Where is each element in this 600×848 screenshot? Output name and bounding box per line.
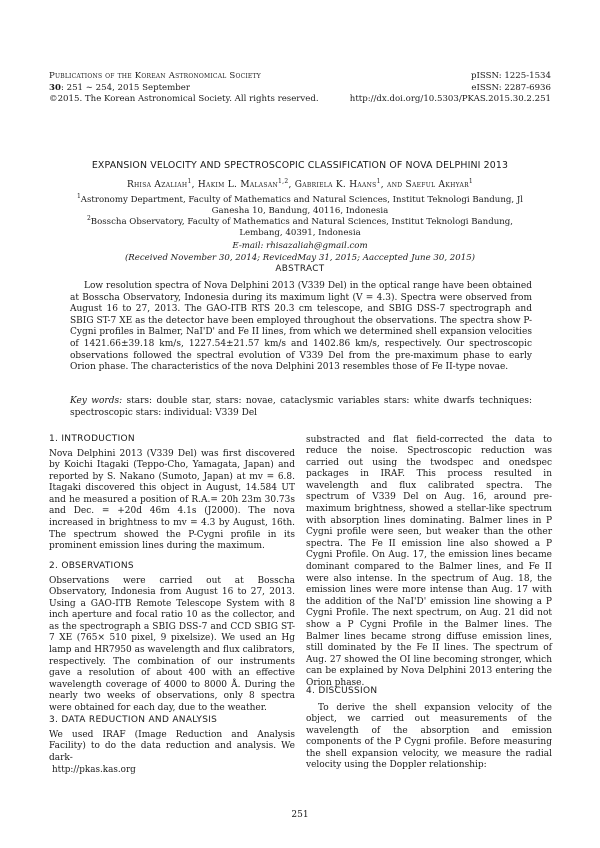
affiliation-1 [66,195,534,218]
author-name: Saeful Akhyar [405,180,469,190]
author-list [0,180,600,190]
author-affil-sup: 1,2 [278,178,289,185]
section-heading-introduction: 1. INTRODUCTION [49,434,135,444]
corresponding-email: E-mail: rhisazaliah@gmail.com [232,241,368,251]
doi-link[interactable]: http://dx.doi.org/10.5303/PKAS.2015.30.2.251 [349,94,551,104]
author-affil-sup: 1 [468,178,474,185]
eissn: eISSN: 2287-6936 [471,82,551,93]
section-heading-discussion: 4. DISCUSSION [306,686,378,696]
keywords-label: Key words: [70,396,123,406]
abstract-text: Low resolution spectra of Nova Delphini 2013 (V339 Del) in the optical range have been obtained at Bosscha Observatory, Indonesia during its maximum light (V = 4.3). Spectra were observed from August 16 to 27, 2013. The GAO-ITB RTS 20.3 cm telescope, and SBIG DSS-7 spectrograph and SBIG ST-7 XE as the detector have been employed throughout the observations. The spectra show P-Cygni profiles in Balmer, NaI'D' and Fe II lines, from which we determined shell expansion velocities of 1421.66±39.18 km/s, 1227.54±21.57 km/s and 1402.86 km/s, respectively. Our spectroscopic observations followed the spectral evolution of V339 Del from the pre-maximum phase to early Orion phase. The characteristics of the nova Delphini 2013 resembles those of Fe II-type novae. [70,281,532,373]
author-name: Rhisa Azaliah [126,180,188,190]
footer-url[interactable]: http://pkas.kas.org [52,765,136,775]
section-heading-observations: 2. OBSERVATIONS [49,561,134,571]
affiliation-2 [66,217,534,240]
received-dates: (Received November 30, 2014; RevicedMay 31, 2015; Aaccepted June 30, 2015) [124,252,476,263]
right-column-text: substracted and flat field-corrected the data to reduce the noise. Spectroscopic reduction was carried out using the twodspec and onedspec packages in IRAF. This process resulted in wavelength and flux calibrated spectra. The spectrum of V339 Del on Aug. 16, around pre-maximum brightness, showed a stellar-like spectrum with absorption lines dominating. Balmer lines in P Cygni profile were seen, but weaker than the other spectra. The Fe II emission line also showed a P Cygni Profile. On Aug. 17, the emission lines became dominant compared to the Balmer lines, and Fe II were also intense. In the spectrum of Aug. 18, the emission lines were more intense than Aug. 17 with the addition of the NaI'D' emission line showing a P Cygni Profile. The next spectrum, on Aug. 21 did not show a P Cygni Profile in the Balmer lines. The Balmer lines became strong diffuse emission lines, still dominated by the Fe II lines. The spectrum of Aug. 27 showed the OI line becoming stronger, which can be explained by Nova Delphini 2013 entering the Orion phase. [306,434,552,688]
author-separator: , and [380,180,406,190]
keywords [70,396,532,419]
author-name: Gabriela K. Haans [294,180,377,190]
affiliation-text: Astronomy Department, Faculty of Mathematics and Natural Sciences, Institut Teknologi Bandung, Jl Ganesha 10, Bandung, 40116, Indonesia [80,195,524,217]
author-affil-sup: 1 [187,178,192,185]
volume-line [49,83,190,94]
discussion-text: To derive the shell expansion velocity of the object, we carried out measurements of the wavelength of the absorption and emission components of the P Cygni profile. Before measuring the shell expansion velocity, we measure the radial velocity using the Doppler relationship: [306,702,552,771]
page-number: 251 [291,810,309,820]
author-separator: , [288,180,295,190]
paper-title: EXPANSION VELOCITY AND SPECTROSCOPIC CLASSIFICATION OF NOVA DELPHINI 2013 [91,160,509,171]
data-reduction-text: We used IRAF (Image Reduction and Analysis Facility) to do the data reduction and analysis. We dark- [49,729,295,763]
volume-number: 30 [49,82,61,93]
author-name: Hakim L. Malasan [197,180,279,190]
observations-text: Observations were carried out at Bosscha Observatory, Indonesia from August 16 to 27, 2013. Using a GAO-ITB Remote Telescope System with 8 inch aperture and focal ratio 10 as the collector, and as the spectrograph a SBIG DSS-7 and CCD SBIG ST-7 XE (765× 510 pixel, 9 pixelsize). We used an Hg lamp and HR7950 as wavelength and flux calibrators, respectively. The combination of our instruments gave a resolution of about 400 with an effective wavelength coverage of 4000 to 8000 Å. During the nearly two weeks of observations, only 8 spectra were obtained for each day, due to the weather. [49,575,295,714]
pages-date: : 251 ∼ 254, 2015 September [60,82,190,93]
copyright-line: ©2015. The Korean Astronomical Society. All rights reserved. [49,94,319,104]
author-separator: , [191,180,198,190]
introduction-text: Nova Delphini 2013 (V339 Del) was first discovered by Koichi Itagaki (Teppo-Cho, Yamagata, Japan) and reported by S. Nakano (Sumoto, Japan) at mv = 6.8. Itagaki discovered this object in August, 14.584 UT and he measured a position of R.A.= 20h 23m 30.73s and Dec. = +20d 46m 4.1s (J2000). The nova increased in brightness to mv = 4.3 by August, 16th. The spectrum showed the P-Cygni profile in its prominent emission lines during the maximum. [49,448,295,552]
section-heading-data-reduction: 3. DATA REDUCTION AND ANALYSIS [49,715,218,725]
journal-name: Publications of the Korean Astronomical Society [49,71,261,81]
abstract-heading: ABSTRACT [275,264,325,274]
affiliation-text: Bosscha Observatory, Faculty of Mathematics and Natural Sciences, Institut Teknologi Bandung, Lembang, 40391, Indonesia [90,217,514,239]
affiliation-sup: 1 [76,193,81,201]
pissn: pISSN: 1225-1534 [470,71,551,81]
author-affil-sup: 1 [376,178,381,185]
keywords-text: stars: double star, stars: novae, cataclysmic variables stars: white dwarfs techniques: spectroscopic stars: individual: V339 Del [70,396,533,418]
affiliation-sup: 2 [86,215,91,223]
